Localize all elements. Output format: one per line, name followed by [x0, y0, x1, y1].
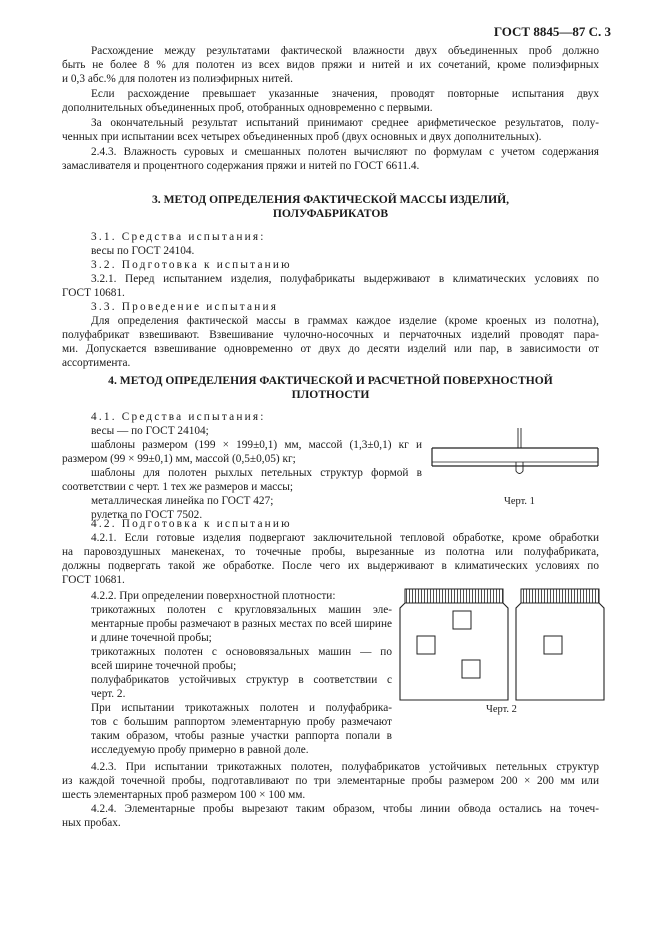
- paragraph-line: 4.2.4. Элементарные пробы вырезают таким образом, чтобы линии обвода остались на точеч-: [91, 803, 599, 815]
- paragraph-line: исследуемую пробу примерно в равной доле.: [91, 744, 309, 756]
- paragraph-line: При испытании трикотажных полотен и полуфабрика-: [91, 702, 392, 714]
- paragraph-line: должны подвергать такой же обработке. После чего их выдерживают в климатических условиях по: [62, 560, 599, 572]
- paragraph-line: 4.2.1. Если готовые изделия подвергают заключительной тепловой обработке, кроме обработки: [91, 532, 599, 544]
- section-4-title: 4. МЕТОД ОПРЕДЕЛЕНИЯ ФАКТИЧЕСКОЙ И РАСЧЕТНОЙ ПОВЕРХНОСТНОЙ: [108, 374, 553, 387]
- subsection-heading: 4.1. Средства испытания:: [91, 411, 266, 423]
- paragraph-line: тов с большим раппортом элементарную пробу размечают: [91, 716, 392, 728]
- figure-1-caption: Черт. 1: [504, 496, 535, 507]
- paragraph-line: 3.2.1. Перед испытанием изделия, полуфабрикаты выдерживают в климатических условиях по: [91, 273, 599, 285]
- paragraph-line: шесть элементарных проб размером 100 × 100 мм.: [62, 789, 306, 801]
- paragraph-line: Если расхождение превышает указанные значения, проводят повторные испытания двух: [91, 88, 599, 100]
- figure-2-caption: Черт. 2: [486, 704, 517, 715]
- paragraph-line: ных пробах.: [62, 817, 121, 829]
- paragraph-line: 2.4.3. Влажность суровых и смешанных полотен вычисляют по формулам с учетом содержания: [91, 146, 599, 158]
- subsection-heading: 3.3. Проведение испытания: [91, 301, 279, 313]
- paragraph-line: дополнительных объединенных проб, отобранных одновременно с первыми.: [62, 102, 433, 114]
- paragraph-line: ченных при испытании всех четырех объединенных проб (двух основных и двух дополнительных).: [62, 131, 542, 143]
- paragraph-line: ментарные пробы размечают в разных местах по всей ширине: [91, 618, 392, 630]
- list-line: металлическая линейка по ГОСТ 427;: [91, 495, 274, 507]
- list-line: весы — по ГОСТ 24104;: [91, 425, 209, 437]
- list-line: рулетка по ГОСТ 7502.: [91, 509, 203, 521]
- paragraph-line: таким образом, чтобы разные участки раппорта попали в: [91, 730, 392, 742]
- paragraph-line: ассортимента.: [62, 357, 131, 369]
- subsection-heading: 3.1. Средства испытания:: [91, 231, 266, 243]
- list-line: размером (99 × 99±0,1) мм, массой (0,5±0,05) кг;: [62, 453, 296, 465]
- paragraph-line: замасливателя и процентного содержания пряжи и нитей по ГОСТ 6611.4.: [62, 160, 420, 172]
- paragraph-line: всей ширине точечной пробы;: [91, 660, 237, 672]
- paragraph-line: ГОСТ 10681.: [62, 574, 125, 586]
- paragraph-line: трикотажных полотен с кругловязальных машин эле-: [91, 604, 392, 616]
- subsection-heading: 3.2. Подготовка к испытанию: [91, 259, 292, 271]
- paragraph-line: Расхождение между результатами фактической влажности двух объединенных проб должно: [91, 45, 599, 57]
- paragraph-line: быть не более 8 % для полотен из всех видов пряжи и нитей и их сочетаний, кроме полиэфирных: [62, 59, 599, 71]
- section-3-title: 3. МЕТОД ОПРЕДЕЛЕНИЯ ФАКТИЧЕСКОЙ МАССЫ ИЗДЕЛИЙ,: [152, 193, 509, 206]
- paragraph-line: Для определения фактической массы в граммах каждое изделие (кроме кроеных из полотна),: [91, 315, 599, 327]
- paragraph-line: черт. 2.: [91, 688, 126, 700]
- paragraph-line: полуфабрикат взвешивают. Взвешивание чулочно-носочных и перчаточных изделий проводят пара-: [62, 329, 599, 341]
- paragraph-line: из каждой точечной пробы, подготавливают по три элементарные пробы размером 200 × 200 мм или: [62, 775, 599, 787]
- paragraph-line: на паровоздушных манекенах, то точечные пробы, вырезанные из полотна или полуфабриката,: [62, 546, 599, 558]
- paragraph-line: 4.2.2. При определении поверхностной плотности:: [91, 590, 336, 602]
- subsection-heading: 4.2. Подготовка к испытанию: [91, 518, 292, 530]
- list-line: соответствии с черт. 1 тех же размеров и массы;: [62, 481, 293, 493]
- section-3-title: ПОЛУФАБРИКАТОВ: [272, 207, 389, 220]
- list-line: шаблоны размером (199 × 199±0,1) мм, массой (1,3±0,1) кг и: [91, 439, 422, 451]
- list-line: шаблоны для полотен рыхлых петельных структур формой в: [91, 467, 422, 479]
- paragraph-line: За окончательный результат испытаний принимают среднее арифметическое результатов, полу-: [91, 117, 599, 129]
- section-4-title: ПЛОТНОСТИ: [291, 388, 370, 401]
- paragraph-line: весы по ГОСТ 24104.: [91, 245, 195, 257]
- paragraph-line: трикотажных полотен с основовязальных машин — по: [91, 646, 392, 658]
- paragraph-line: и длине точечной пробы;: [91, 632, 212, 644]
- page-header: ГОСТ 8845—87 С. 3: [493, 24, 611, 39]
- paragraph-line: ми. Допускается взвешивание одновременно от двух до десяти изделий или пар, в зависимости от: [62, 343, 599, 355]
- paragraph-line: и 0,3 абс.% для полотен из полиэфирных нитей.: [62, 73, 293, 85]
- paragraph-line: 4.2.3. При испытании трикотажных полотен, полуфабрикатов устойчивых петельных структур: [91, 761, 599, 773]
- paragraph-line: полуфабрикатов устойчивых структур в соответствии с: [91, 674, 392, 686]
- paragraph-line: ГОСТ 10681.: [62, 287, 125, 299]
